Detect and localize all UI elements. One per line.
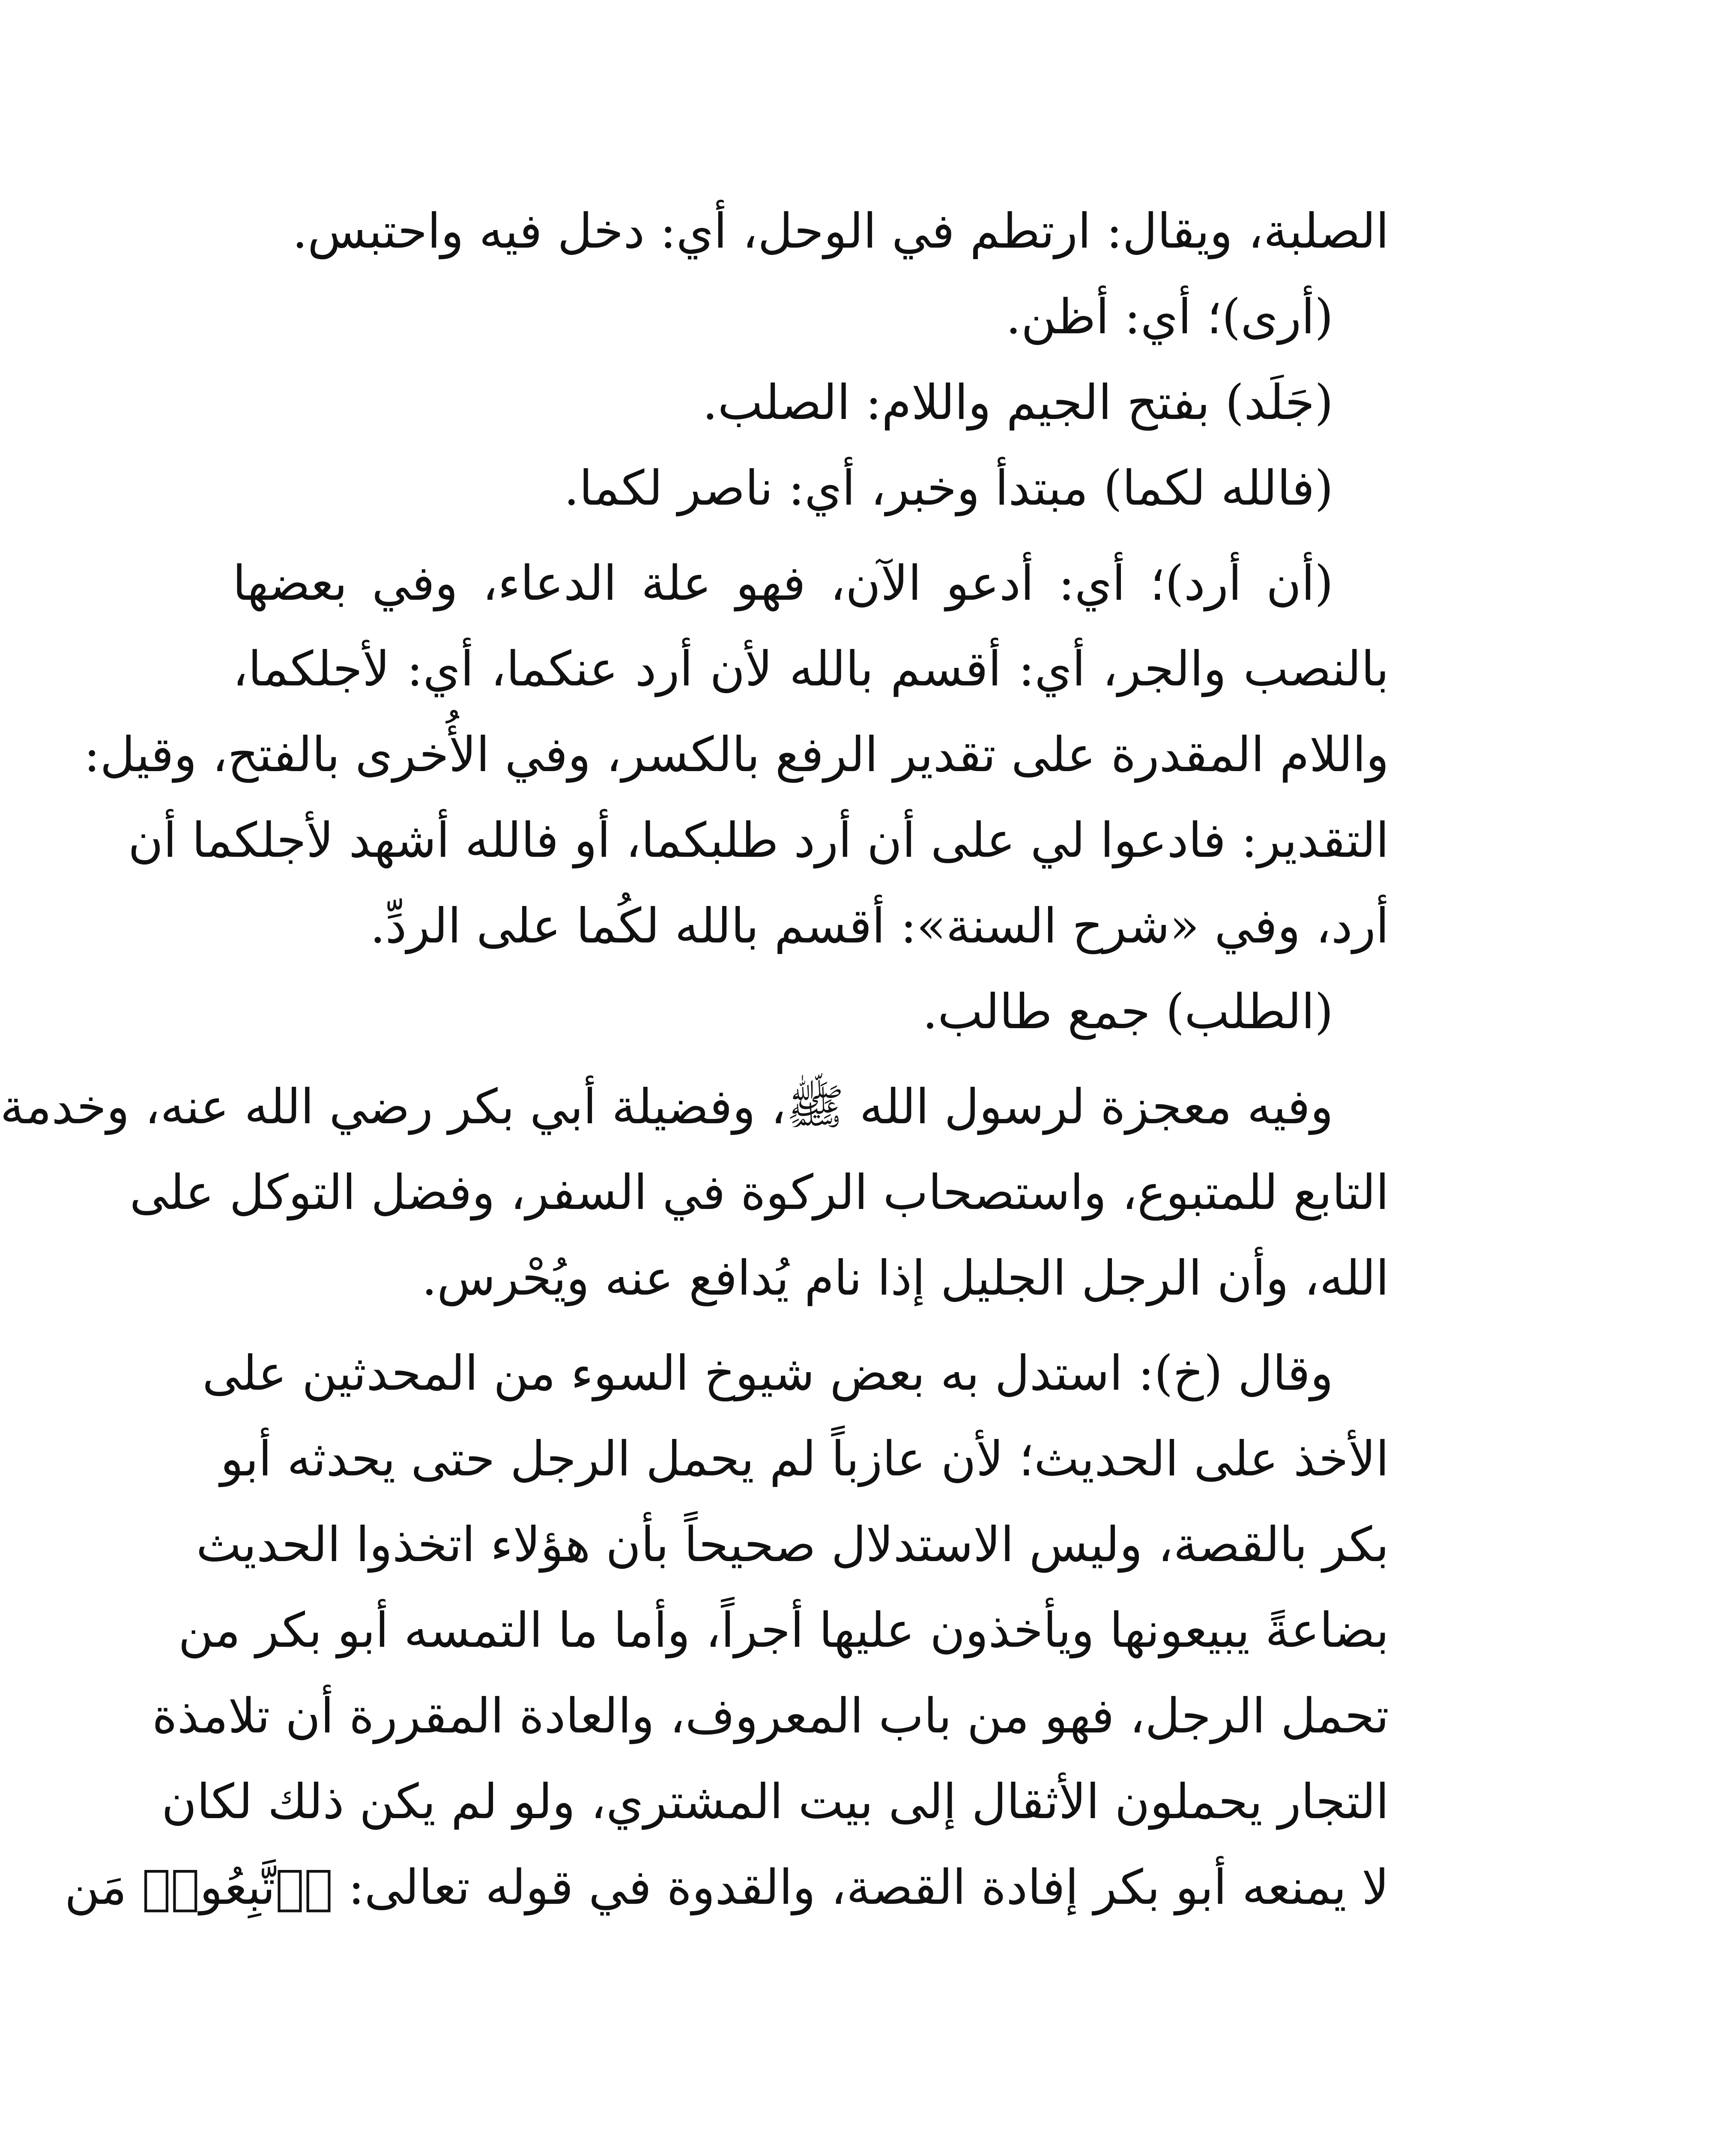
text-line: بكر بالقصة، وليس الاستدلال صحيحاً بأن هؤلاء اتخذوا الحديث (196, 1517, 1389, 1573)
text-line: لا يمنعه أبو بكر إفادة القصة، والقدوة في قوله تعالى: ﴿ٱتَّبِعُوا۟ مَن (64, 1860, 1389, 1915)
text-line: تحمل الرجل، فهو من باب المعروف، والعادة المقررة أن تلامذة (152, 1688, 1389, 1744)
text-line: (أرى)؛ أي: أظن. (1006, 289, 1333, 345)
text-line: أرد، وفي «شرح السنة»: أقسم بالله لكُما على الردِّ. (370, 898, 1389, 954)
text-line: الصلبة، ويقال: ارتطم في الوحل، أي: دخل فيه واحتبس. (292, 203, 1389, 259)
text-line: التابع للمتبوع، واستصحاب الركوة في السفر، وفضل التوكل على (129, 1165, 1389, 1221)
text-line: واللام المقدرة على تقدير الرفع بالكسر، وفي الأُخرى بالفتح، وقيل: (84, 727, 1389, 783)
body-text (0, 188, 1389, 1930)
text-line: (جَلَد) بفتح الجيم واللام: الصلب. (702, 375, 1333, 431)
text-line: (الطلب) جمع طالب. (922, 984, 1333, 1040)
text-line: التقدير: فادعوا لي على أن أرد طلبكما، أو فالله أشهد لأجلكما أن (128, 813, 1389, 868)
text-line: وفيه معجزة لرسول الله ﷺ، وفضيلة أبي بكر رضي الله عنه، وخدمة (0, 1079, 1333, 1135)
text-line: (فالله لكما) مبتدأ وخبر، أي: ناصر لكما. (564, 461, 1333, 516)
text-line: بضاعةً يبيعونها ويأخذون عليها أجراً، وأما ما التمسه أبو بكر من (178, 1603, 1389, 1658)
text-line: التجار يحملون الأثقال إلى بيت المشتري، ولو لم يكن ذلك لكان (161, 1774, 1389, 1830)
text-line: (أن أرد)؛ أي: أدعو الآن، فهو علة الدعاء، وفي بعضها (233, 556, 1333, 611)
text-line: وقال (خ): استدل به بعض شيوخ السوء من المحدثين على (202, 1346, 1333, 1401)
text-line: الأخذ على الحديث؛ لأن عازباً لم يحمل الرجل حتى يحدثه أبو (220, 1431, 1389, 1487)
text-line: الله، وأن الرجل الجليل إذا نام يُدافع عنه ويُحْرس. (421, 1250, 1389, 1306)
text-line: بالنصب والجر، أي: أقسم بالله لأن أرد عنكما، أي: لأجلكما، (233, 641, 1389, 697)
